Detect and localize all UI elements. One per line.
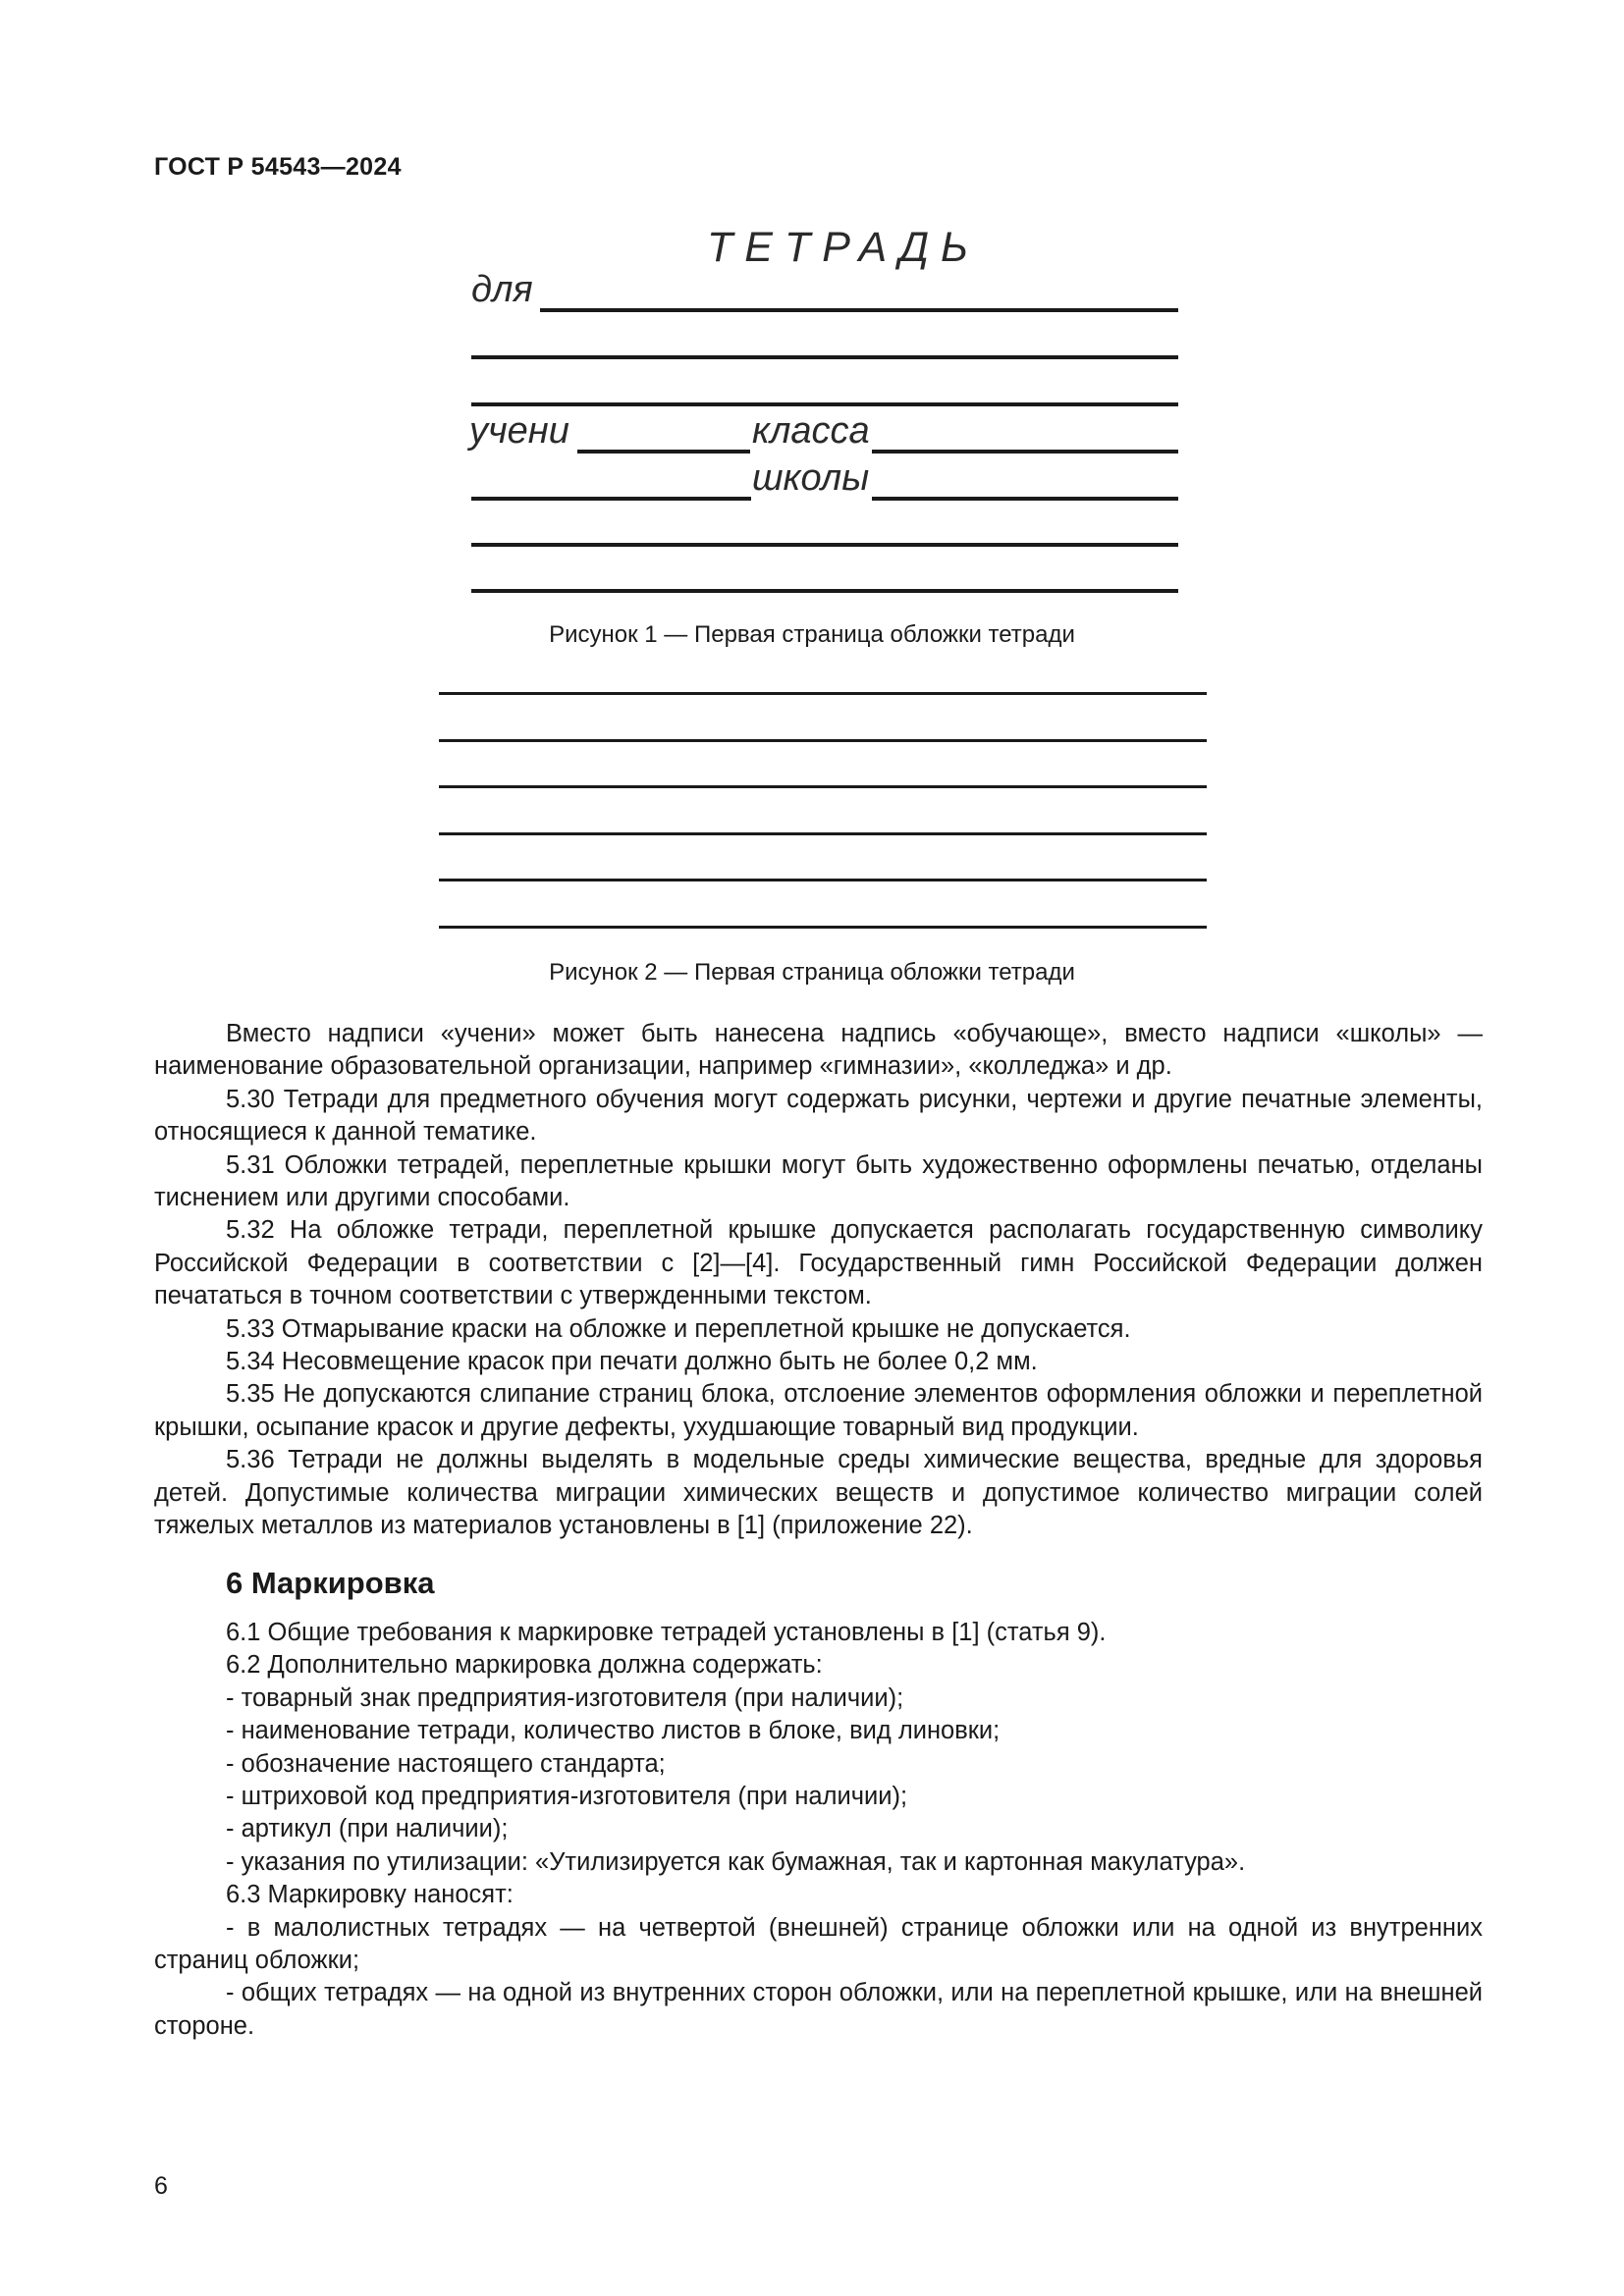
page-number: 6: [154, 2172, 168, 2200]
cover-label-for: для: [471, 269, 533, 310]
paragraph: 5.34 Несовмещение красок при печати должно быть не более 0,2 мм.: [226, 1348, 1038, 1376]
list-item: - указания по утилизации: «Утилизируется как бумажная, так и картонная макулатура».: [226, 1847, 1246, 1876]
cover-line: [872, 450, 1178, 454]
figure-2-caption: Рисунок 2 — Первая страница обложки тетради: [549, 959, 1075, 986]
cover-line: [471, 497, 751, 501]
cover-line: [439, 692, 1207, 695]
list-item: - штриховой код предприятия-изготовителя (при наличии);: [226, 1782, 908, 1810]
cover-line: [439, 879, 1207, 881]
paragraph: 5.31 Обложки тетрадей, переплетные крышки могут быть художественно оформлены печатью, отделаны тиснением или другими способами.: [154, 1150, 1483, 1212]
paragraph: Вместо надписи «учени» может быть нанесена надпись «обучающе», вместо надписи «школы» — наименование образовательной организации, например «гимназии», «колледжа» и др.: [154, 1020, 1483, 1081]
paragraph: 5.30 Тетради для предметного обучения могут содержать рисунки, чертежи и другие печатные элементы, относящиеся к данной тематике.: [154, 1085, 1483, 1147]
cover-label-pupil: учени: [469, 410, 569, 452]
paragraph: 5.35 Не допускаются слипание страниц блока, отслоение элементов оформления обложки и переплетной крышки, осыпание красок и другие дефекты, ухудшающие товарный вид продукции.: [154, 1380, 1483, 1441]
cover-line: [439, 785, 1207, 788]
list-item: - товарный знак предприятия-изготовителя (при наличии);: [226, 1683, 904, 1712]
section-title: 6 Маркировка: [226, 1565, 435, 1600]
list-item: - артикул (при наличии);: [226, 1815, 509, 1843]
figure-1-caption: Рисунок 1 — Первая страница обложки тетради: [549, 621, 1075, 648]
paragraph: 5.32 На обложке тетради, переплетной крышке допускается располагать государственную символику Российской Федерации в соответствии с [2]—[4]. Государственный гимн Российской Федерации должен печататься в точном соответствии с утвержденными текстом.: [154, 1216, 1483, 1310]
document-header: ГОСТ Р 54543—2024: [154, 153, 402, 181]
cover-line: [439, 832, 1207, 835]
cover-line: [471, 589, 1178, 593]
cover-label-class: класса: [752, 410, 870, 452]
list-item: - обозначение настоящего стандарта;: [226, 1749, 666, 1778]
cover-line: [471, 402, 1178, 406]
paragraph: 6.1 Общие требования к маркировке тетрадей установлены в [1] (статья 9).: [226, 1618, 1107, 1646]
cover-label-school: школы: [752, 457, 870, 499]
cover-line: [577, 450, 750, 454]
cover-line: [439, 926, 1207, 929]
paragraph: 6.2 Дополнительно маркировка должна содержать:: [226, 1651, 823, 1680]
cover-line: [439, 739, 1207, 742]
body-text: [154, 1018, 1483, 2043]
figure-1-notebook-cover: [461, 218, 1178, 601]
paragraph: 5.36 Тетради не должны выделять в модельные среды химические вещества, вредные для здоровья детей. Допустимые количества миграции химических веществ и допустимое количество миграции солей тяжелых металлов из материалов установлены в [1] (приложение 22).: [154, 1446, 1483, 1540]
list-item: - общих тетрадях — на одной из внутренних сторон обложки, или на переплетной крышке, или на внешней стороне.: [154, 1979, 1483, 2040]
list-item: - наименование тетради, количество листов в блоке, вид линовки;: [226, 1717, 1001, 1745]
paragraph: 6.3 Маркировку наносят:: [226, 1881, 514, 1909]
cover-line: [471, 355, 1178, 359]
paragraph: 5.33 Отмарывание краски на обложке и переплетной крышке не допускается.: [226, 1314, 1131, 1343]
cover-line: [540, 308, 1178, 312]
cover-title: ТЕТРАДЬ: [707, 224, 980, 271]
cover-line: [471, 543, 1178, 547]
list-item: - в малолистных тетрадях — на четвертой (внешней) странице обложки или на одной из внутренних страниц обложки;: [154, 1913, 1483, 1974]
cover-line: [872, 497, 1178, 501]
